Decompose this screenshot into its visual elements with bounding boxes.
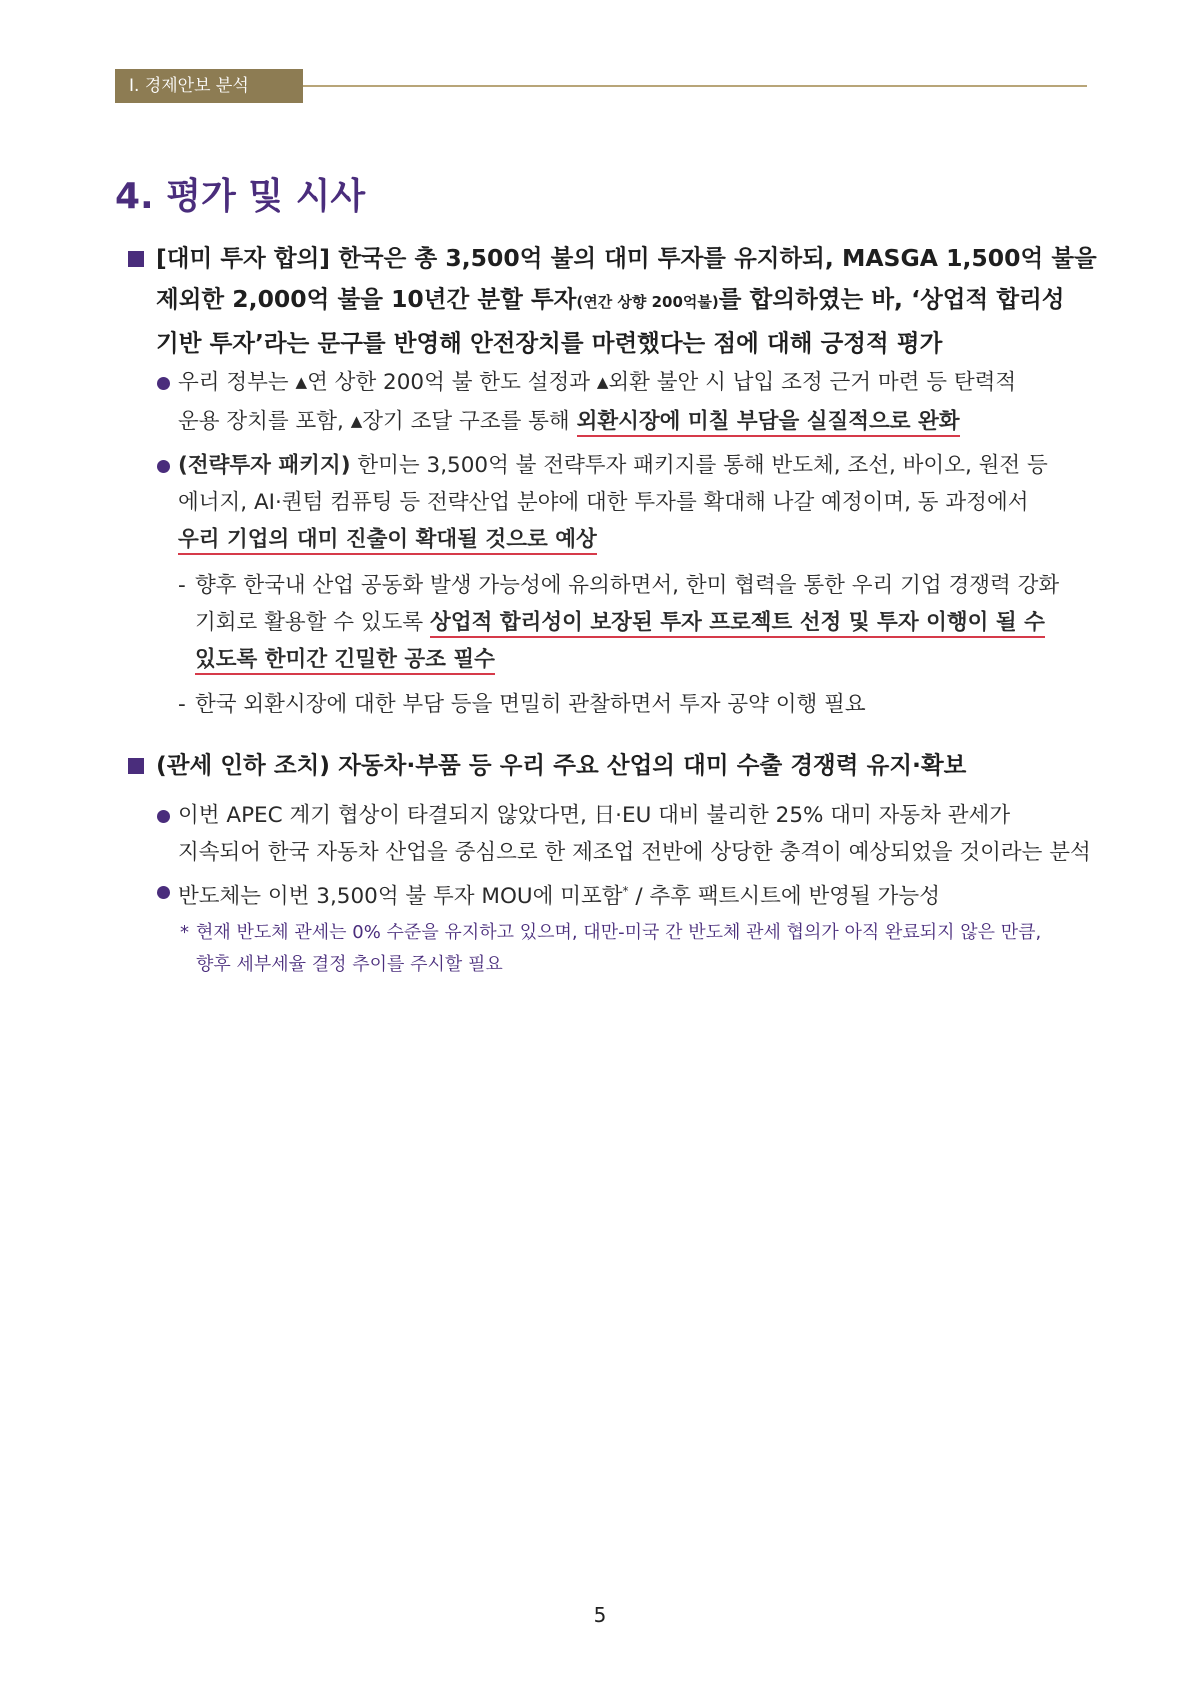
- text-run: 지속되어 한국 자동차 산업을 중심으로 한 제조업 전반에 상당한 충격이 예상되었을 것이라는 분석: [178, 840, 1091, 865]
- triangle-icon: ▲: [295, 373, 308, 391]
- page-number: 5: [593, 1603, 607, 1627]
- bullet-line: [대미 투자 합의] 한국은 총 3,500억 불의 대미 투자를 유지하되, MASGA 1,500억 불을: [156, 244, 1097, 272]
- highlighted-conclusion: 상업적 합리성이 보장된 투자 프로젝트 선정 및 투자 이행이 될 수: [430, 610, 1045, 638]
- sub-bullet-fx-safeguards: [155, 364, 1105, 442]
- text-run: 운용 장치를 포함,: [178, 409, 344, 434]
- bullet-line: 제외한 2,000억 불을 10년간 분할 투자: [156, 285, 577, 313]
- footnote-marker: *: [622, 884, 629, 898]
- dash-item-fx-monitoring: [178, 686, 1105, 723]
- triangle-icon: ▲: [596, 373, 609, 391]
- text-run-bold: (전략투자 패키지): [178, 453, 351, 478]
- highlighted-conclusion: 있도록 한미간 긴밀한 공조 필수: [195, 647, 495, 675]
- bullet-inline-note: (연간 상향 200억불): [576, 293, 719, 311]
- text-run: / 추후 팩트시트에 반영될 가능성: [628, 884, 940, 910]
- bullet-line: 를 합의하였는 바, ‘상업적 합리성: [718, 285, 1065, 313]
- text-run: 반도체는 이번 3,500억 불 투자 MOU에 미포함: [178, 884, 623, 910]
- footnote-marker: *: [180, 922, 189, 943]
- text-run: 향후 한국내 산업 공동화 발생 가능성에 유의하면서, 한미 협력을 통한 우리 기업 경쟁력 강화: [195, 573, 1060, 598]
- highlighted-conclusion: 외환시장에 미칠 부담을 실질적으로 완화: [577, 409, 960, 437]
- sub-bullet-semiconductor: [155, 873, 1105, 915]
- section-tag: Ⅰ. 경제안보 분석: [115, 69, 303, 103]
- text-run: 기회로 활용할 수 있도록: [195, 610, 424, 635]
- text-run: 연 상한 200억 불 한도 설정과: [307, 370, 590, 395]
- text-run: 외환 불안 시 납입 조정 근거 마련 등 탄력적: [608, 370, 1017, 395]
- dash-item-cooperation: [178, 567, 1105, 678]
- text-run: 한미는 3,500억 불 전략투자 패키지를 통해 반도체, 조선, 바이오, 원전 등: [357, 453, 1048, 478]
- dash-marker: -: [178, 692, 186, 717]
- highlighted-conclusion: 우리 기업의 대미 진출이 확대될 것으로 예상: [178, 527, 597, 555]
- circle-bullet-icon: [157, 460, 170, 473]
- section-title: 4. 평가 및 시사: [115, 176, 366, 217]
- bullet-line: 기반 투자’라는 문구를 반영해 안전장치를 마련했다는 점에 대해 긍정적 평가: [156, 329, 943, 357]
- text-run: 향후 세부세율 결정 추이를 주시할 필요: [196, 954, 503, 975]
- text-run: 장기 조달 구조를 통해: [362, 409, 570, 434]
- sub-bullet-apec-negotiation: [155, 797, 1105, 871]
- footnote: [180, 917, 1104, 981]
- text-run: 우리 정부는: [178, 370, 289, 395]
- dash-marker: -: [178, 573, 186, 598]
- bullet-line: (관세 인하 조치) 자동차·부품 등 우리 주요 산업의 대미 수출 경쟁력 유지·확보: [156, 751, 967, 779]
- text-run: 에너지, AI·퀀텀 컴퓨팅 등 전략산업 분야에 대한 투자를 확대해 나갈 예정이며, 동 과정에서: [178, 490, 1029, 515]
- circle-bullet-icon: [157, 377, 170, 390]
- text-run: 한국 외환시장에 대한 부담 등을 면밀히 관찰하면서 투자 공약 이행 필요: [195, 692, 866, 717]
- bullet-investment-agreement: [128, 238, 1110, 364]
- text-run: 이번 APEC 계기 협상이 타결되지 않았다면, 日·EU 대비 불리한 25% 대미 자동차 관세가: [178, 803, 1011, 828]
- square-bullet-icon: [128, 251, 144, 267]
- header-divider: [303, 85, 1087, 87]
- text-run: 현재 반도체 관세는 0% 수준을 유지하고 있으며, 대만-미국 간 반도체 관세 협의가 아직 완료되지 않은 만큼,: [196, 922, 1042, 943]
- square-bullet-icon: [128, 758, 144, 774]
- sub-bullet-strategic-package: [155, 447, 1105, 558]
- circle-bullet-icon: [157, 810, 170, 823]
- bullet-tariff-reduction: [128, 745, 1110, 786]
- triangle-icon: ▲: [350, 412, 363, 430]
- circle-bullet-icon: [157, 886, 170, 899]
